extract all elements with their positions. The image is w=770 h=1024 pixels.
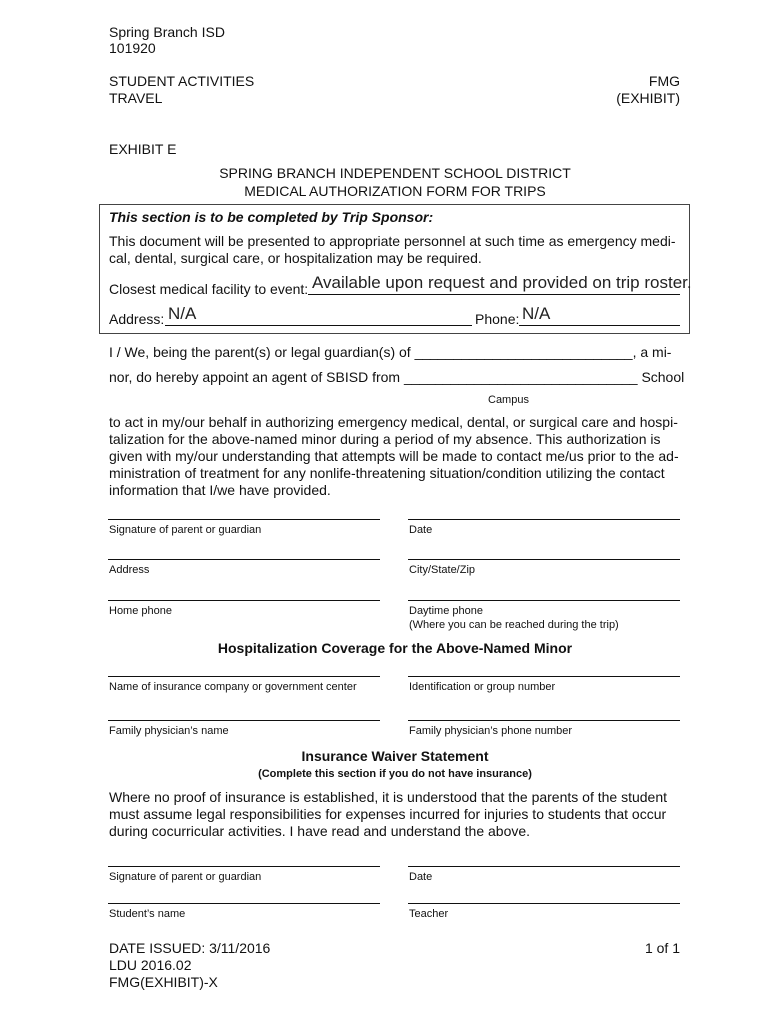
consent-line-1: I / We, being the parent(s) or legal guardian(s) of ____________________________, a mi- xyxy=(109,344,672,360)
authorization-line-4: ministration of treatment for any nonlife-threatening situation/condition utilizing the contact xyxy=(109,465,665,481)
insurance-company-line[interactable] xyxy=(108,676,380,677)
parent-address-label: Address xyxy=(109,564,150,576)
physician-phone-label: Family physician’s phone number xyxy=(409,725,573,737)
waiver-signature-label: Signature of parent or guardian xyxy=(109,871,262,883)
date-issued: DATE ISSUED: 3/11/2016 xyxy=(109,940,271,956)
hospitalization-heading: Hospitalization Coverage for the Above-Named Minor xyxy=(217,640,573,656)
phone-underline xyxy=(519,325,680,326)
home-phone-label: Home phone xyxy=(109,605,172,617)
authorization-line-1: to act in my/our behalf in authorizing emergency medical, dental, or surgical care and hospi- xyxy=(109,414,678,430)
district-code: 101920 xyxy=(109,40,156,56)
authorization-line-5: information that I/we have provided. xyxy=(109,482,331,498)
waiver-date-label: Date xyxy=(409,871,433,883)
exhibit-label: EXHIBIT E xyxy=(109,141,177,157)
physician-name-label: Family physician’s name xyxy=(109,725,229,737)
policy-type: (EXHIBIT) xyxy=(616,90,680,106)
footer-code: FMG(EXHIBIT)-X xyxy=(109,974,218,990)
student-name-label: Student’s name xyxy=(109,908,186,920)
parent-date-label: Date xyxy=(409,524,433,536)
student-name-line[interactable] xyxy=(108,903,380,904)
address-field[interactable]: N/A xyxy=(168,304,197,323)
district-name: Spring Branch ISD xyxy=(109,24,225,40)
authorization-line-3: given with my/our understanding that attempts will be made to contact me/us prior to the ad- xyxy=(109,448,679,464)
insurance-company-label: Name of insurance company or government center xyxy=(109,681,357,693)
waiver-signature-line[interactable] xyxy=(108,866,380,867)
ldu-number: LDU 2016.02 xyxy=(109,957,192,973)
section-line-1: STUDENT ACTIVITIES xyxy=(109,73,255,89)
daytime-phone-note: (Where you can be reached during the trip) xyxy=(409,619,619,631)
waiver-line-2: must assume legal responsibilities for expenses incurred for injuries to students that occur xyxy=(109,806,667,822)
teacher-line[interactable] xyxy=(408,903,680,904)
teacher-label: Teacher xyxy=(409,908,449,920)
policy-code: FMG xyxy=(648,73,680,89)
group-number-label: Identification or group number xyxy=(409,681,556,693)
waiver-subheading: (Complete this section if you do not have insurance) xyxy=(258,768,532,780)
daytime-phone-line[interactable] xyxy=(408,600,680,601)
form-title-line-2: MEDICAL AUTHORIZATION FORM FOR TRIPS xyxy=(244,183,546,199)
city-state-zip-label: City/State/Zip xyxy=(409,564,476,576)
facility-label: Closest medical facility to event: xyxy=(109,281,309,297)
parent-signature-line[interactable] xyxy=(108,519,380,520)
parent-date-line[interactable] xyxy=(408,519,680,520)
physician-name-line[interactable] xyxy=(108,720,380,721)
consent-line-2: nor, do hereby appoint an agent of SBISD from ______________________________ School xyxy=(109,369,685,385)
section-line-2: TRAVEL xyxy=(109,90,163,106)
phone-field[interactable]: N/A xyxy=(522,304,551,323)
sponsor-section-heading: This section is to be completed by Trip Sponsor: xyxy=(109,209,434,225)
sponsor-intro-line-1: This document will be presented to appropriate personnel at such time as emergency medi- xyxy=(109,233,676,249)
campus-label: Campus xyxy=(488,394,529,406)
phone-label: Phone: xyxy=(475,311,520,327)
home-phone-line[interactable] xyxy=(108,600,380,601)
group-number-line[interactable] xyxy=(408,676,680,677)
waiver-line-3: during cocurricular activities. I have read and understand the above. xyxy=(109,823,531,839)
form-title-line-1: SPRING BRANCH INDEPENDENT SCHOOL DISTRICT xyxy=(219,165,571,181)
parent-address-line[interactable] xyxy=(108,559,380,560)
address-label: Address: xyxy=(109,311,165,327)
page-number: 1 of 1 xyxy=(644,940,680,956)
sponsor-intro-line-2: cal, dental, surgical care, or hospitalization may be required. xyxy=(109,250,482,266)
address-underline xyxy=(165,325,472,326)
facility-field[interactable]: Available upon request and provided on trip roster. xyxy=(312,273,692,292)
city-state-zip-line[interactable] xyxy=(408,559,680,560)
physician-phone-line[interactable] xyxy=(408,720,680,721)
waiver-heading: Insurance Waiver Statement xyxy=(301,748,489,764)
authorization-line-2: talization for the above-named minor during a period of my absence. This authorization is xyxy=(109,431,661,447)
facility-underline xyxy=(308,294,680,295)
parent-signature-label: Signature of parent or guardian xyxy=(109,524,262,536)
waiver-line-1: Where no proof of insurance is established, it is understood that the parents of the student xyxy=(109,789,668,805)
waiver-date-line[interactable] xyxy=(408,866,680,867)
daytime-phone-label: Daytime phone xyxy=(409,605,483,617)
